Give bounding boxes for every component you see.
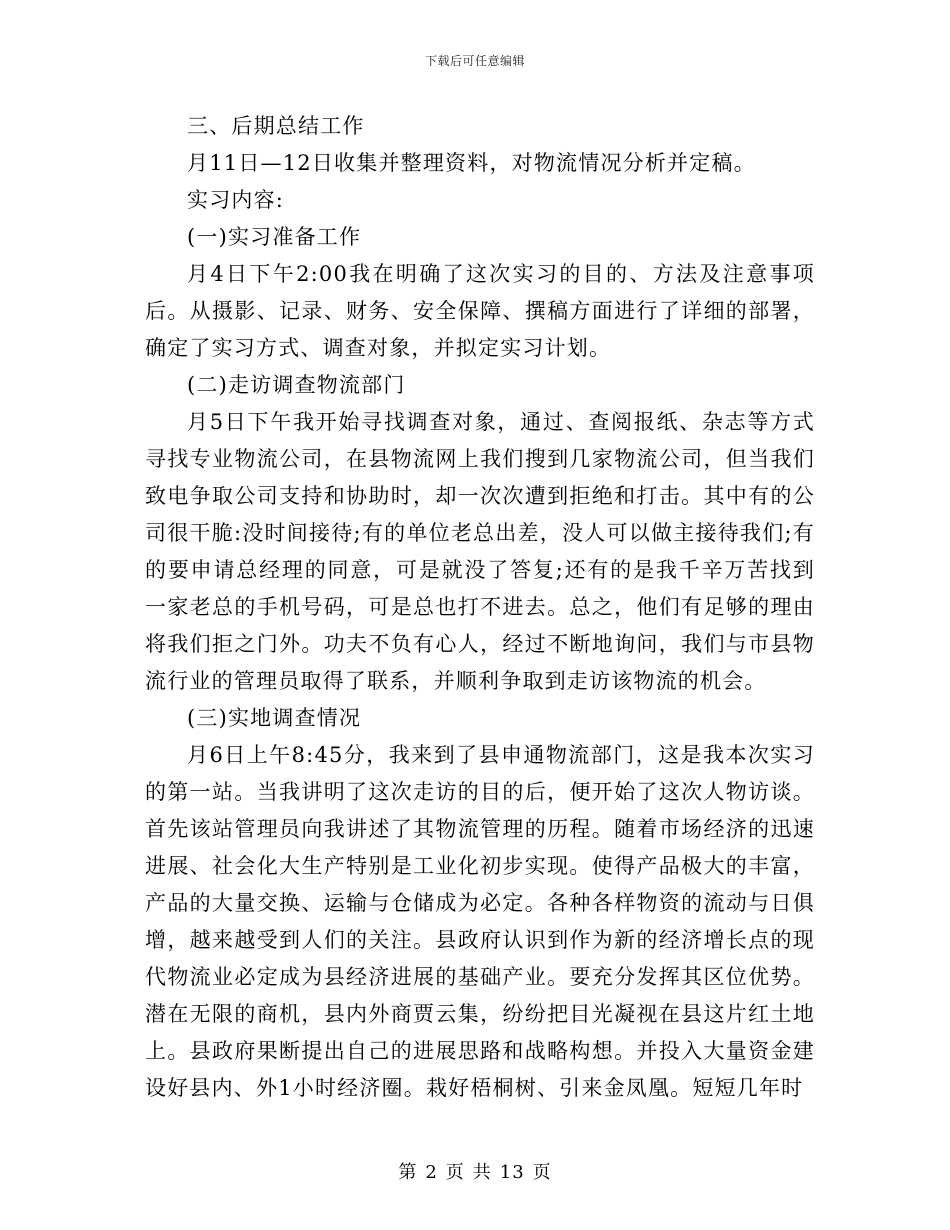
page-header: 下载后可任意编辑 (424, 54, 525, 68)
section-heading-summary: 三、后期总结工作 (187, 114, 365, 138)
document-body (145, 108, 815, 1107)
page-footer (0, 1158, 950, 1184)
paragraph-visit: 月5日下午我开始寻找调查对象，通过、查阅报纸、杂志等方式寻找专业物流公司，在县物流网上我们搜到几家物流公司，但当我们致电争取公司支持和协助时，却一次次遭到拒绝和打击。其中有的公司很干脆:没时间接待;有的单位老总出差，没人可以做主接待我们;有的要申请总经理的同意，可是就没了答复;还有的是我千辛万苦找到一家老总的手机号码，可是总也打不进去。总之，他们有足够的理由将我们拒之门外。功夫不负有心人，经过不断地询问，我们与市县物流行业的管理员取得了联系，并顺利争取到走访该物流的机会。 (145, 410, 815, 693)
footer-current-page: 2 (425, 1162, 438, 1183)
footer-label-total: 共 (472, 1162, 492, 1183)
footer-label-total-unit: 页 (532, 1162, 552, 1183)
paragraph-schedule: 月11日—12日收集并整理资料，对物流情况分析并定稿。 (187, 151, 756, 175)
footer-label-page: 第 (398, 1162, 418, 1183)
subheading-preparation: (一)实习准备工作 (187, 225, 362, 249)
subheading-field-survey: (三)实地调查情况 (187, 706, 362, 730)
section-heading-content: 实习内容: (187, 188, 285, 212)
paragraph-preparation: 月4日下午2:00我在明确了这次实习的目的、方法及注意事项后。从摄影、记录、财务、安全保障、撰稿方面进行了详细的部署，确定了实习方式、调查对象，并拟定实习计划。 (145, 262, 815, 360)
footer-label-page-unit: 页 (445, 1162, 465, 1183)
footer-total-pages: 13 (499, 1162, 525, 1183)
paragraph-field-survey: 月6日上午8:45分，我来到了县申通物流部门，这是我本次实习的第一站。当我讲明了这次走访的目的后，便开始了这次人物访谈。首先该站管理员向我讲述了其物流管理的历程。随着市场经济的迅速进展、社会化大生产特别是工业化初步实现。使得产品极大的丰富，产品的大量交换、运输与仓储成为必定。各种各样物资的流动与日俱增，越来越受到人们的关注。县政府认识到作为新的经济增长点的现代物流业必定成为县经济进展的基础产业。要充分发挥其区位优势。潜在无限的商机，县内外商贾云集，纷纷把目光凝视在县这片红土地上。县政府果断提出自己的进展思路和战略构想。并投入大量资金建设好县内、外1小时经济圈。栽好梧桐树、引来金凤凰。短短几年时 (145, 743, 815, 1100)
subheading-visit: (二)走访调查物流部门 (187, 373, 406, 397)
